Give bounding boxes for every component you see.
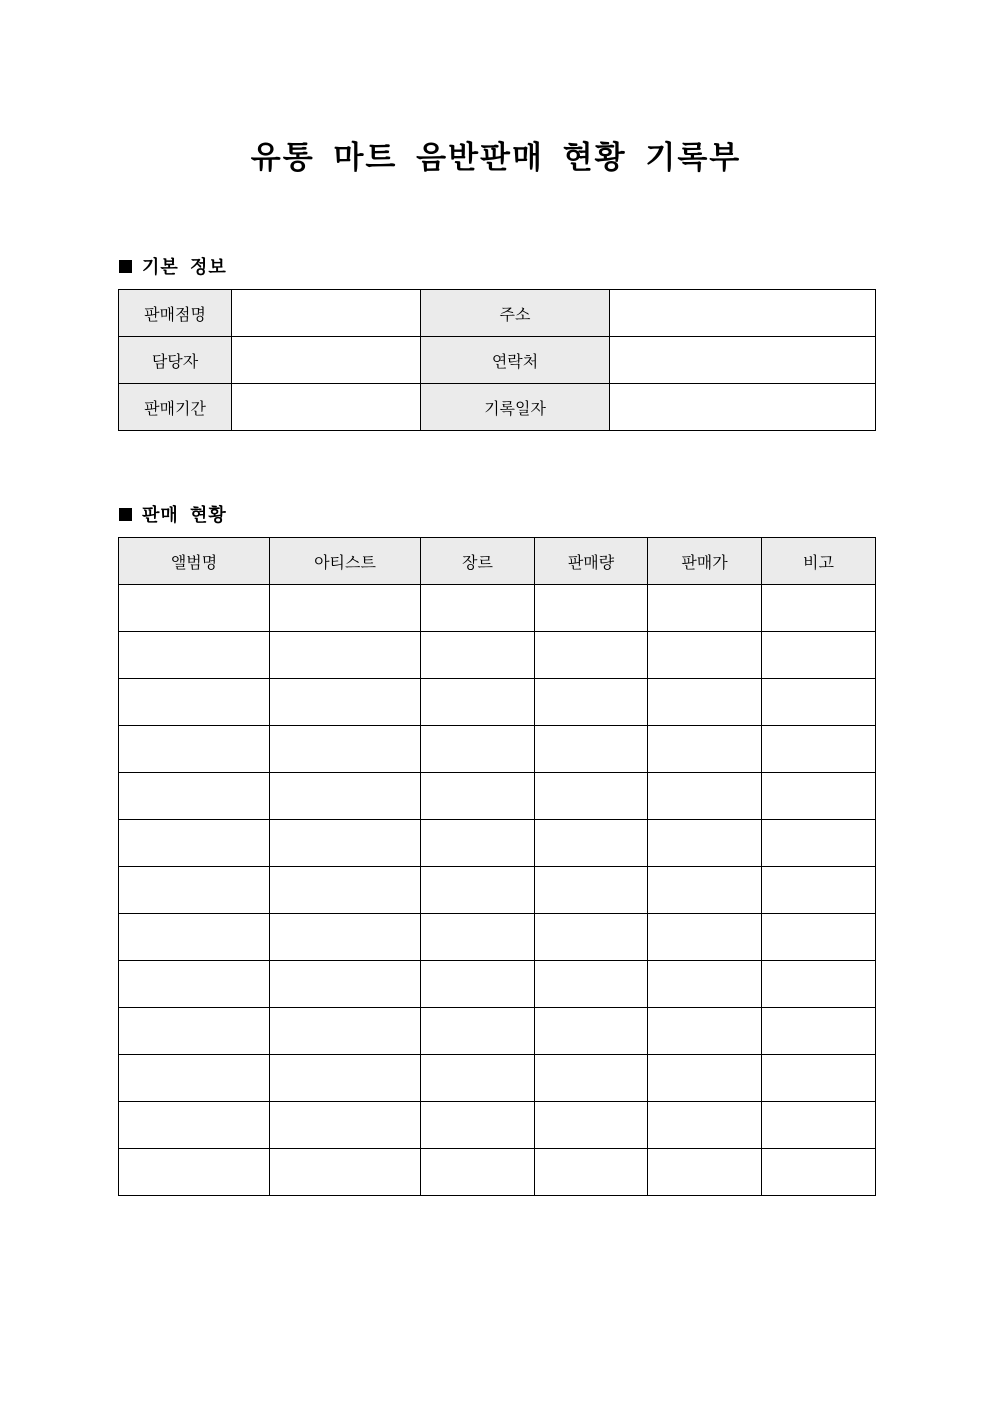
quantity-cell[interactable] xyxy=(535,961,648,1008)
basic-info-row xyxy=(119,290,876,337)
genre-cell[interactable] xyxy=(421,679,535,726)
table-row xyxy=(119,585,876,632)
sales-status-heading xyxy=(119,501,227,527)
genre-cell[interactable] xyxy=(421,1008,535,1055)
price-cell[interactable] xyxy=(648,1055,762,1102)
square-bullet-icon xyxy=(119,508,132,521)
table-row xyxy=(119,914,876,961)
basic-info-table xyxy=(118,289,876,431)
genre-cell[interactable] xyxy=(421,1055,535,1102)
price-cell[interactable] xyxy=(648,726,762,773)
table-row xyxy=(119,773,876,820)
album-name-cell[interactable] xyxy=(119,585,270,632)
table-row xyxy=(119,679,876,726)
album-name-cell[interactable] xyxy=(119,726,270,773)
table-row xyxy=(119,961,876,1008)
artist-cell[interactable] xyxy=(270,1102,421,1149)
address-field[interactable] xyxy=(610,290,876,337)
album-name-cell[interactable] xyxy=(119,632,270,679)
store-name-label: 판매점명 xyxy=(119,290,232,337)
artist-cell[interactable] xyxy=(270,585,421,632)
remarks-cell[interactable] xyxy=(762,961,876,1008)
price-cell[interactable] xyxy=(648,632,762,679)
quantity-cell[interactable] xyxy=(535,1008,648,1055)
quantity-cell[interactable] xyxy=(535,820,648,867)
album-name-cell[interactable] xyxy=(119,1149,270,1196)
quantity-cell[interactable] xyxy=(535,726,648,773)
quantity-cell[interactable] xyxy=(535,773,648,820)
quantity-cell[interactable] xyxy=(535,867,648,914)
genre-cell[interactable] xyxy=(421,773,535,820)
quantity-cell[interactable] xyxy=(535,679,648,726)
price-cell[interactable] xyxy=(648,914,762,961)
basic-info-row xyxy=(119,337,876,384)
album-name-cell[interactable] xyxy=(119,914,270,961)
album-name-cell[interactable] xyxy=(119,1055,270,1102)
genre-cell[interactable] xyxy=(421,726,535,773)
table-row xyxy=(119,1008,876,1055)
genre-cell[interactable] xyxy=(421,820,535,867)
artist-cell[interactable] xyxy=(270,679,421,726)
price-cell[interactable] xyxy=(648,1008,762,1055)
album-name-cell[interactable] xyxy=(119,679,270,726)
table-row xyxy=(119,1149,876,1196)
remarks-cell[interactable] xyxy=(762,1149,876,1196)
square-bullet-icon xyxy=(119,260,132,273)
document-title: 유통 마트 음반판매 현황 기록부 xyxy=(250,140,742,176)
artist-cell[interactable] xyxy=(270,1055,421,1102)
price-cell[interactable] xyxy=(648,679,762,726)
contact-field[interactable] xyxy=(610,337,876,384)
table-row xyxy=(119,632,876,679)
table-row xyxy=(119,1102,876,1149)
genre-cell[interactable] xyxy=(421,1102,535,1149)
price-cell[interactable] xyxy=(648,1149,762,1196)
genre-cell[interactable] xyxy=(421,632,535,679)
quantity-cell[interactable] xyxy=(535,632,648,679)
remarks-cell[interactable] xyxy=(762,914,876,961)
store-name-field[interactable] xyxy=(232,290,421,337)
genre-cell[interactable] xyxy=(421,1149,535,1196)
remarks-cell[interactable] xyxy=(762,1102,876,1149)
quantity-cell[interactable] xyxy=(535,914,648,961)
remarks-cell[interactable] xyxy=(762,585,876,632)
artist-cell[interactable] xyxy=(270,1008,421,1055)
artist-cell[interactable] xyxy=(270,914,421,961)
album-name-cell[interactable] xyxy=(119,867,270,914)
quantity-cell[interactable] xyxy=(535,585,648,632)
album-name-cell[interactable] xyxy=(119,773,270,820)
artist-cell[interactable] xyxy=(270,961,421,1008)
remarks-cell[interactable] xyxy=(762,867,876,914)
record-date-field[interactable] xyxy=(610,384,876,431)
remarks-cell[interactable] xyxy=(762,773,876,820)
sales-period-label: 판매기간 xyxy=(119,384,232,431)
price-cell[interactable] xyxy=(648,585,762,632)
remarks-cell[interactable] xyxy=(762,1055,876,1102)
artist-cell[interactable] xyxy=(270,773,421,820)
sales-status-table xyxy=(118,537,876,1196)
sales-status-heading-label: 판매 현황 xyxy=(142,505,227,526)
contact-label: 연락처 xyxy=(421,337,610,384)
artist-cell[interactable] xyxy=(270,726,421,773)
table-row xyxy=(119,1055,876,1102)
remarks-cell[interactable] xyxy=(762,1008,876,1055)
price-cell[interactable] xyxy=(648,961,762,1008)
quantity-cell[interactable] xyxy=(535,1149,648,1196)
remarks-cell[interactable] xyxy=(762,679,876,726)
artist-cell[interactable] xyxy=(270,820,421,867)
sales-header-row xyxy=(119,538,876,585)
genre-cell[interactable] xyxy=(421,961,535,1008)
quantity-cell[interactable] xyxy=(535,1102,648,1149)
album-name-cell[interactable] xyxy=(119,961,270,1008)
table-row xyxy=(119,820,876,867)
remarks-cell[interactable] xyxy=(762,632,876,679)
column-header-genre: 장르 xyxy=(421,538,535,585)
quantity-cell[interactable] xyxy=(535,1055,648,1102)
column-header-album-name: 앨범명 xyxy=(119,538,270,585)
album-name-cell[interactable] xyxy=(119,820,270,867)
album-name-cell[interactable] xyxy=(119,1102,270,1149)
table-row xyxy=(119,726,876,773)
genre-cell[interactable] xyxy=(421,867,535,914)
table-row xyxy=(119,867,876,914)
basic-info-row xyxy=(119,384,876,431)
remarks-cell[interactable] xyxy=(762,820,876,867)
address-label: 주소 xyxy=(421,290,610,337)
column-header-remarks: 비고 xyxy=(762,538,876,585)
record-date-label: 기록일자 xyxy=(421,384,610,431)
column-header-artist: 아티스트 xyxy=(270,538,421,585)
genre-cell[interactable] xyxy=(421,585,535,632)
album-name-cell[interactable] xyxy=(119,1008,270,1055)
artist-cell[interactable] xyxy=(270,632,421,679)
basic-info-heading xyxy=(119,253,227,279)
column-header-price: 판매가 xyxy=(648,538,762,585)
sales-table-body xyxy=(119,585,876,1196)
price-cell[interactable] xyxy=(648,1102,762,1149)
manager-label: 담당자 xyxy=(119,337,232,384)
remarks-cell[interactable] xyxy=(762,726,876,773)
basic-info-heading-label: 기본 정보 xyxy=(142,257,227,278)
price-cell[interactable] xyxy=(648,820,762,867)
artist-cell[interactable] xyxy=(270,867,421,914)
manager-field[interactable] xyxy=(232,337,421,384)
price-cell[interactable] xyxy=(648,773,762,820)
genre-cell[interactable] xyxy=(421,914,535,961)
sales-period-field[interactable] xyxy=(232,384,421,431)
column-header-quantity: 판매량 xyxy=(535,538,648,585)
artist-cell[interactable] xyxy=(270,1149,421,1196)
price-cell[interactable] xyxy=(648,867,762,914)
